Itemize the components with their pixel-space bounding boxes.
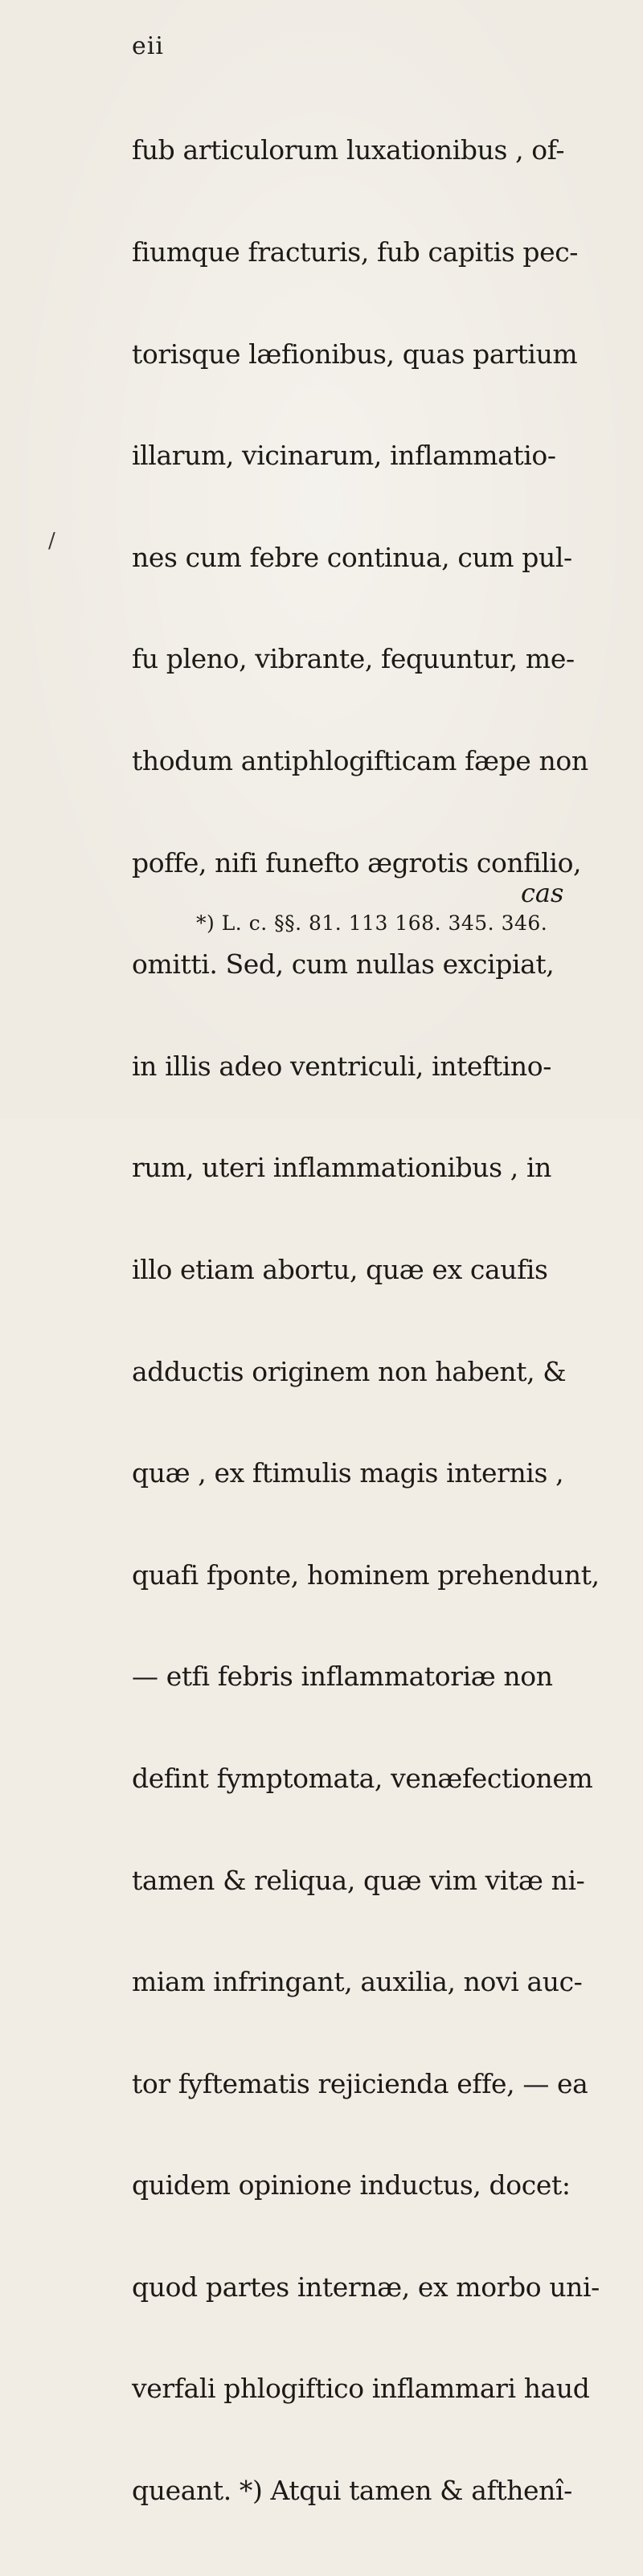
text-line: omitti. Sed, cum nullas excipiat, (132, 948, 555, 981)
text-line: illo etiam abortu, quæ ex caufis (132, 1253, 548, 1285)
text-line: verfali phlogiftico inflammari haud (132, 2373, 590, 2405)
text-line: quod partes internæ, ex morbo uni- (132, 2271, 600, 2303)
text-line: thodum antiphlogifticam fæpe non (132, 744, 588, 776)
catchword: cas (521, 878, 564, 908)
text-line: illarum, vicinarum, inflammatio- (132, 440, 556, 472)
text-line: rum, uteri inflammationibus , in (132, 1152, 551, 1184)
text-line: tor fyftematis rejicienda effe, — ea (132, 2067, 588, 2099)
text-line: quafi fponte, hominem prehendunt, (132, 1558, 600, 1591)
body-text (132, 66, 614, 2576)
text-line: poffe, nifi funefto ægrotis confilio, (132, 846, 582, 878)
text-line: tamen & reliqua, quæ vim vitæ ni- (132, 1864, 585, 1896)
text-line: in illis adeo ventriculi, inteftino- (132, 1050, 551, 1082)
text-line: — etfi febris inflammatoriæ non (132, 1661, 553, 1693)
footnote: *) L. c. §§. 81. 113 168. 345. 346. (196, 911, 548, 935)
text-line: nes cum febre continua, cum pul- (132, 541, 572, 573)
text-line: queant. *) Atqui tamen & afthenî- (132, 2475, 572, 2507)
page-number: eii (132, 32, 164, 60)
text-line: torisque læfionibus, quas partium (132, 338, 578, 370)
text-line: fu pleno, vibrante, fequuntur, me- (132, 643, 575, 675)
text-line: defint fymptomata, venæfectionem (132, 1762, 593, 1794)
margin-mark: / (48, 529, 55, 553)
text-line: miam infringant, auxilia, novi auc- (132, 1966, 583, 1998)
text-line: quidem opinione inductus, docet: (132, 2169, 571, 2201)
text-line: adductis originem non habent, & (132, 1355, 567, 1387)
text-line: quæ , ex ftimulis magis internis , (132, 1457, 564, 1489)
text-line: fiumque fracturis, fub capitis pec- (132, 236, 579, 268)
text-line: fub articulorum luxationibus , of- (132, 134, 565, 166)
